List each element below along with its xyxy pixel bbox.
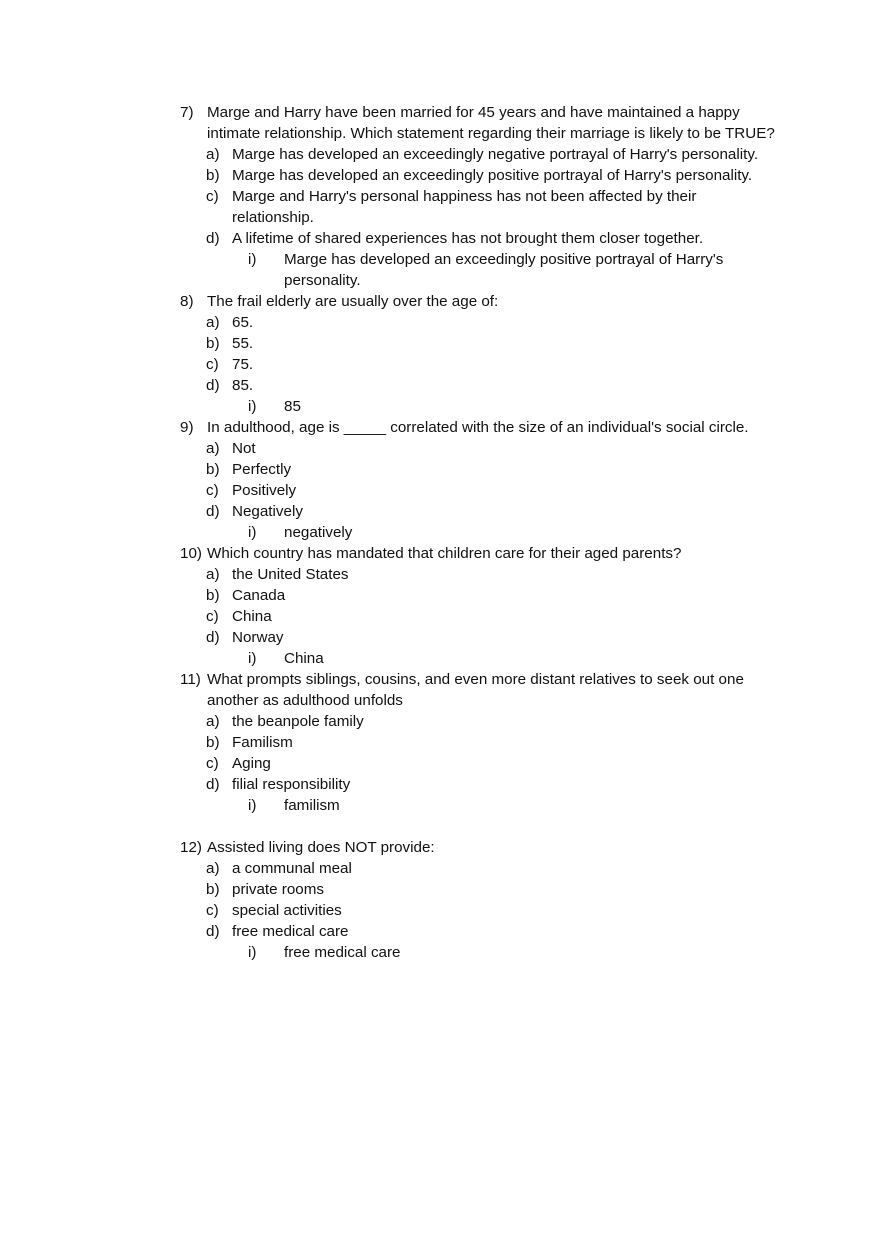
question-stem xyxy=(180,669,780,711)
option-label: a) xyxy=(206,440,220,457)
question-9 xyxy=(180,417,780,543)
option-text: 65. xyxy=(232,314,254,331)
option-label: d) xyxy=(206,923,220,940)
option-item xyxy=(206,438,780,459)
option-item xyxy=(206,753,780,774)
answer-item xyxy=(206,249,780,291)
option-label: b) xyxy=(206,167,220,184)
option-item xyxy=(206,144,780,165)
option-label: b) xyxy=(206,587,220,604)
option-label: c) xyxy=(206,356,219,373)
answer-text: China xyxy=(284,650,324,667)
option-text: Perfectly xyxy=(232,461,292,478)
answer-label: i) xyxy=(248,251,257,268)
question-7 xyxy=(180,102,780,291)
option-list xyxy=(206,312,780,417)
option-item xyxy=(206,228,780,249)
option-label: a) xyxy=(206,146,220,163)
option-label: d) xyxy=(206,230,220,247)
question-8 xyxy=(180,291,780,417)
option-text: Norway xyxy=(232,629,284,646)
option-item xyxy=(206,774,780,795)
option-text: Positively xyxy=(232,482,297,499)
answer-item xyxy=(206,942,780,963)
option-item xyxy=(206,480,780,501)
question-11 xyxy=(180,669,780,816)
option-item xyxy=(206,165,780,186)
question-stem xyxy=(180,837,780,858)
option-label: c) xyxy=(206,482,219,499)
option-label: a) xyxy=(206,713,220,730)
option-item xyxy=(206,564,780,585)
question-number: 12) xyxy=(180,839,202,856)
option-text: 55. xyxy=(232,335,254,352)
option-list xyxy=(206,438,780,543)
question-text: In adulthood, age is _____ correlated with the size of an individual's social circle. xyxy=(207,419,749,436)
option-item xyxy=(206,375,780,396)
question-text: Assisted living does NOT provide: xyxy=(207,839,435,856)
option-text: the United States xyxy=(232,566,349,583)
option-item xyxy=(206,879,780,900)
option-text: the beanpole family xyxy=(232,713,364,730)
option-text: Negatively xyxy=(232,503,303,520)
option-label: d) xyxy=(206,503,220,520)
blank-line xyxy=(180,816,780,837)
option-label: b) xyxy=(206,461,220,478)
answer-text: negatively xyxy=(284,524,353,541)
option-label: c) xyxy=(206,902,219,919)
option-text: a communal meal xyxy=(232,860,352,877)
option-label: d) xyxy=(206,377,220,394)
answer-label: i) xyxy=(248,797,257,814)
option-text: special activities xyxy=(232,902,342,919)
question-text: What prompts siblings, cousins, and even more distant relatives to seek out one another as adulthood unfolds xyxy=(207,671,744,709)
question-number: 7) xyxy=(180,104,194,121)
question-number: 11) xyxy=(180,671,201,688)
question-stem xyxy=(180,291,780,312)
option-label: d) xyxy=(206,629,220,646)
answer-item xyxy=(206,522,780,543)
option-item xyxy=(206,858,780,879)
option-text: Canada xyxy=(232,587,286,604)
option-item xyxy=(206,627,780,648)
answer-label: i) xyxy=(248,650,257,667)
option-text: 85. xyxy=(232,377,254,394)
option-text: private rooms xyxy=(232,881,325,898)
option-item xyxy=(206,732,780,753)
option-list xyxy=(206,858,780,963)
option-text: Marge has developed an exceedingly negative portrayal of Harry's personality. xyxy=(232,146,759,163)
option-text: free medical care xyxy=(232,923,349,940)
option-label: a) xyxy=(206,566,220,583)
option-item xyxy=(206,186,780,228)
option-item xyxy=(206,711,780,732)
option-item xyxy=(206,312,780,333)
question-stem xyxy=(180,417,780,438)
option-text: A lifetime of shared experiences has not brought them closer together. xyxy=(232,230,704,247)
option-label: a) xyxy=(206,860,220,877)
answer-text: Marge has developed an exceedingly positive portrayal of Harry's personality. xyxy=(284,251,724,289)
question-12 xyxy=(180,837,780,963)
option-text: filial responsibility xyxy=(232,776,351,793)
option-text: Marge has developed an exceedingly positive portrayal of Harry's personality. xyxy=(232,167,753,184)
question-number: 8) xyxy=(180,293,194,310)
option-item xyxy=(206,354,780,375)
option-item xyxy=(206,501,780,522)
answer-item xyxy=(206,795,780,816)
question-number: 10) xyxy=(180,545,202,562)
answer-label: i) xyxy=(248,524,257,541)
option-item xyxy=(206,459,780,480)
option-text: China xyxy=(232,608,272,625)
option-text: 75. xyxy=(232,356,254,373)
question-list xyxy=(180,102,780,963)
question-stem xyxy=(180,543,780,564)
option-label: c) xyxy=(206,608,219,625)
option-text: Aging xyxy=(232,755,271,772)
question-text: The frail elderly are usually over the age of: xyxy=(207,293,499,310)
option-item xyxy=(206,333,780,354)
option-list xyxy=(206,144,780,291)
option-item xyxy=(206,606,780,627)
question-stem xyxy=(180,102,780,144)
option-label: a) xyxy=(206,314,220,331)
answer-text: free medical care xyxy=(284,944,401,961)
option-text: Familism xyxy=(232,734,293,751)
option-text: Marge and Harry's personal happiness has not been affected by their relationship. xyxy=(232,188,697,226)
option-label: b) xyxy=(206,734,220,751)
option-item xyxy=(206,900,780,921)
option-label: d) xyxy=(206,776,220,793)
answer-label: i) xyxy=(248,944,257,961)
option-list xyxy=(206,564,780,669)
option-label: b) xyxy=(206,335,220,352)
answer-label: i) xyxy=(248,398,257,415)
question-number: 9) xyxy=(180,419,194,436)
option-label: b) xyxy=(206,881,220,898)
question-10 xyxy=(180,543,780,669)
option-item xyxy=(206,921,780,942)
option-list xyxy=(206,711,780,816)
option-label: c) xyxy=(206,755,219,772)
answer-item xyxy=(206,648,780,669)
option-label: c) xyxy=(206,188,219,205)
option-item xyxy=(206,585,780,606)
option-text: Not xyxy=(232,440,256,457)
question-text: Which country has mandated that children care for their aged parents? xyxy=(207,545,682,562)
question-text: Marge and Harry have been married for 45 years and have maintained a happy intimate relationship. Which statement regarding their marriage is likely to be TRUE? xyxy=(207,104,775,142)
answer-text: 85 xyxy=(284,398,301,415)
answer-item xyxy=(206,396,780,417)
answer-text: familism xyxy=(284,797,340,814)
